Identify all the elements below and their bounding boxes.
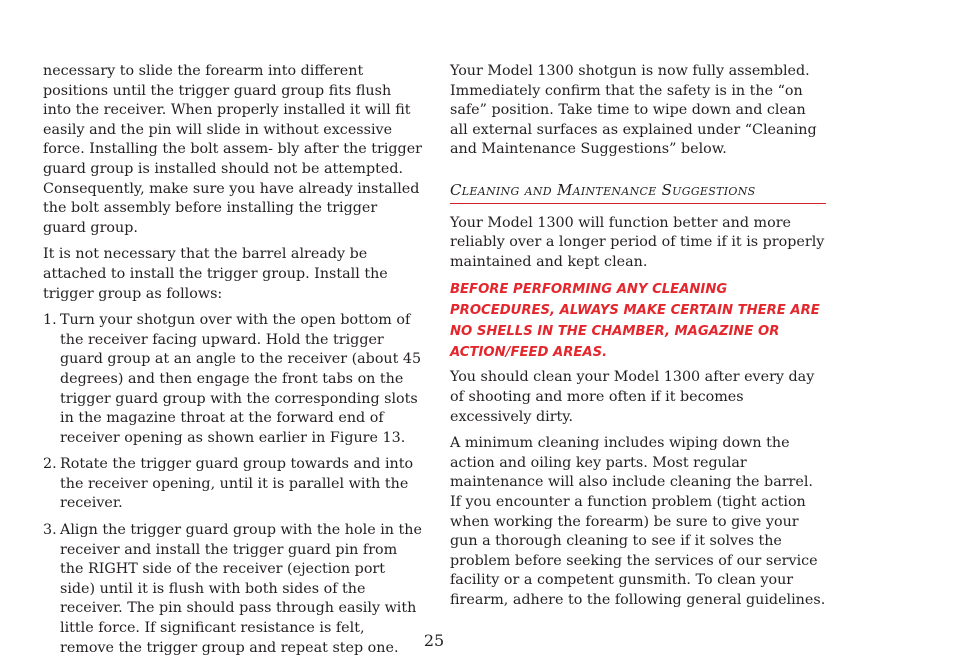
right-paragraph-2: Your Model 1300 will function better and more reliably over a longer period of time if it is properly maintained and kept clean. — [450, 214, 825, 270]
step-number: 3. — [43, 522, 57, 539]
step-number: 1. — [43, 312, 57, 329]
page-number — [0, 631, 954, 650]
left-paragraph-2: It is not necessary that the barrel already be attached to install the trigger group. Install the trigger group as follows: — [43, 246, 388, 302]
page-number-text: 25 — [423, 631, 445, 650]
step-1 — [43, 311, 423, 448]
right-paragraph-1: Your Model 1300 shotgun is now fully assembled. Immediately confirm that the safety is in the “on safe” position. Take time to wipe down and clean all external surfaces as explained under “Cleaning and Maintenance Suggestions” below. — [450, 63, 817, 158]
left-paragraph-1: necessary to slide the forearm into different positions until the trigger guard group fits flush into the receiver. When properly installed it will fit easily and the pin will slide in without excessive force. Installing the bolt assem- bly after the trigger guard group is installed should not be attempted. Consequently, make sure you have already installed the bolt assembly before installing the trigger guard group. — [43, 63, 423, 236]
right-paragraph-4: A minimum cleaning includes wiping down the action and oiling key parts. Most regular maintenance will also include cleaning the barrel. If you encounter a function problem (tight action when working the forearm) be sure to give your gun a thorough cleaning to see if it solves the problem before seeking the services of our service facility or a competent gunsmith. To clean your firearm, adhere to the following general guidelines. — [450, 435, 826, 608]
safety-warning: BEFORE PERFORMING ANY CLEANING PROCEDURES, ALWAYS MAKE CERTAIN THERE ARE NO SHELLS IN THE CHAMBER, MAGAZINE OR ACTION/FEED AREAS. — [450, 282, 820, 361]
step-text: Align the trigger guard group with the hole in the receiver and install the trigger guard pin from the RIGHT side of the receiver (ejection port side) until it is flush with both sides of the receiver. The pin should pass through easily with little force. If significant resistance is felt, remove the trigger group and repeat step one. — [60, 522, 422, 656]
right-paragraph-3: You should clean your Model 1300 after every day of shooting and more often if it becomes excessively dirty. — [450, 369, 815, 425]
section-heading: Cleaning and Maintenance Suggestions — [450, 181, 826, 204]
left-column — [43, 62, 423, 665]
right-column — [450, 62, 826, 617]
step-text: Turn your shotgun over with the open bottom of the receiver facing upward. Hold the trigger guard group at an angle to the receiver (about 45 degrees) and then engage the front tabs on the trigger guard group with the corresponding slots in the magazine throat at the forward end of receiver opening as shown earlier in Figure 13. — [60, 312, 422, 446]
step-2 — [43, 455, 423, 514]
step-number: 2. — [43, 456, 57, 473]
step-text: Rotate the trigger guard group towards and into the receiver opening, until it is parallel with the receiver. — [60, 456, 414, 512]
